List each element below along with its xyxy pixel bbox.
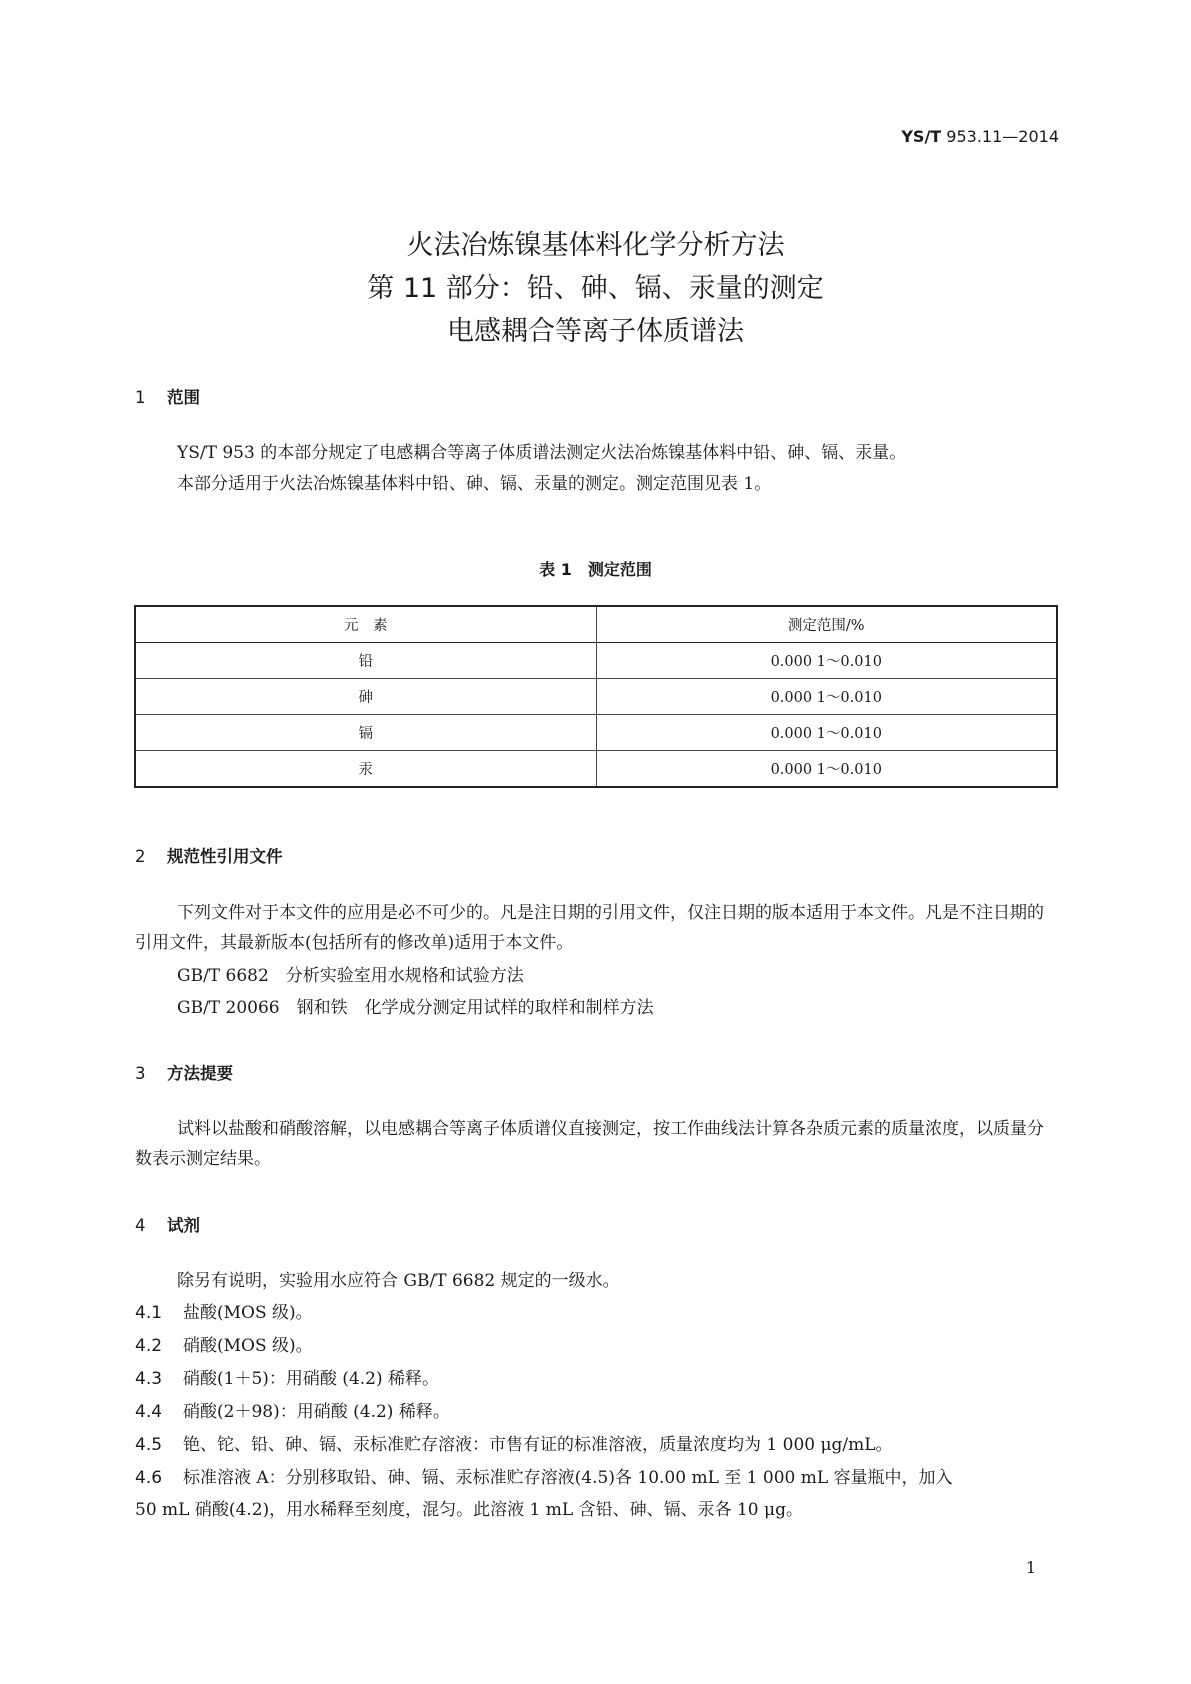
section-1-paragraph-1: YS/T 953 的本部分规定了电感耦合等离子体质谱法测定火法冶炼镍基体料中铅、砷、镉、汞量。 [177,443,907,463]
section-2-number: 2 [135,847,146,866]
item-number: 4.4 [135,1402,163,1422]
section-3-paragraph: 试料以盐酸和硝酸溶解，以电感耦合等离子体质谱仪直接测定，按工作曲线法计算各杂质元素的质量浓度，以质量分数表示测定结果。 [135,1119,1044,1169]
table-1-caption: 表 1 测定范围 [539,560,652,579]
section-3-number: 3 [135,1064,146,1083]
header-range: 测定范围/% [596,606,1057,643]
list-item [135,1298,313,1328]
section-2-paragraph: 下列文件对于本文件的应用是必不可少的。凡是注日期的引用文件，仅注日期的版本适用于本文件。凡是不注日期的引用文件，其最新版本(包括所有的修改单)适用于本文件。 [135,903,1044,953]
list-item [135,1331,313,1361]
cell-range: 0.000 1～0.010 [596,643,1057,679]
section-3-heading [135,1060,233,1084]
item-number: 4.1 [135,1303,163,1323]
title-line-1: 火法冶炼镍基体料化学分析方法 [406,230,785,261]
standard-number [901,127,1059,146]
item-text: 标准溶液 A：分别移取铅、砷、镉、汞标准贮存溶液(4.5)各 10.00 mL 至 1 000 mL 容量瓶中，加入 [183,1468,953,1488]
table-row [135,643,1057,679]
cell-range: 0.000 1～0.010 [596,679,1057,715]
item-text: 铯、铊、铅、砷、镉、汞标准贮存溶液：市售有证的标准溶液，质量浓度均为 1 000 μg/mL。 [183,1435,893,1455]
table-header-row [135,606,1057,643]
section-1-title: 范围 [167,388,200,407]
list-item-continuation: 50 mL 硝酸(4.2)，用水稀释至刻度，混匀。此溶液 1 mL 含铅、砷、镉、汞各 10 μg。 [135,1500,803,1520]
table-row [135,679,1057,715]
table-row [135,751,1057,788]
cell-range: 0.000 1～0.010 [596,715,1057,751]
header-element: 元 素 [135,606,596,643]
list-item [135,1430,893,1460]
section-4-heading [135,1212,200,1236]
title-line-2: 第 11 部分：铅、砷、镉、汞量的测定 [367,273,824,304]
section-4-number: 4 [135,1216,146,1235]
list-item [135,1463,953,1493]
section-2-heading [135,843,283,867]
item-number: 4.6 [135,1468,163,1488]
list-item [135,1364,439,1394]
item-text: 盐酸(MOS 级)。 [183,1303,313,1323]
cell-range: 0.000 1～0.010 [596,751,1057,788]
cell-element: 汞 [135,751,596,788]
reference-2: GB/T 20066 钢和铁 化学成分测定用试样的取样和制样方法 [177,998,654,1018]
section-4-intro: 除另有说明，实验用水应符合 GB/T 6682 规定的一级水。 [177,1271,620,1291]
cell-element: 铅 [135,643,596,679]
table-row [135,715,1057,751]
list-item [135,1397,450,1427]
range-table [134,605,1058,788]
section-3-title: 方法提要 [167,1064,233,1083]
section-2-title: 规范性引用文件 [167,847,283,866]
title-line-3: 电感耦合等离子体质谱法 [447,316,744,347]
item-text: 硝酸(1＋5)：用硝酸 (4.2) 稀释。 [183,1369,440,1389]
section-1-paragraph-2: 本部分适用于火法冶炼镍基体料中铅、砷、镉、汞量的测定。测定范围见表 1。 [177,474,772,494]
section-4-title: 试剂 [167,1216,200,1235]
section-1-heading [135,384,200,408]
item-number: 4.5 [135,1435,163,1455]
standard-prefix: YS/T [901,127,942,146]
reference-1: GB/T 6682 分析实验室用水规格和试验方法 [177,966,524,986]
item-text: 硝酸(2＋98)：用硝酸 (4.2) 稀释。 [183,1402,450,1422]
page-number: 1 [1025,1558,1036,1577]
cell-element: 砷 [135,679,596,715]
standard-code: 953.11—2014 [946,127,1059,146]
item-text: 硝酸(MOS 级)。 [183,1336,313,1356]
document-title [0,224,1191,353]
section-1-number: 1 [135,388,146,407]
item-number: 4.2 [135,1336,163,1356]
item-number: 4.3 [135,1369,163,1389]
cell-element: 镉 [135,715,596,751]
